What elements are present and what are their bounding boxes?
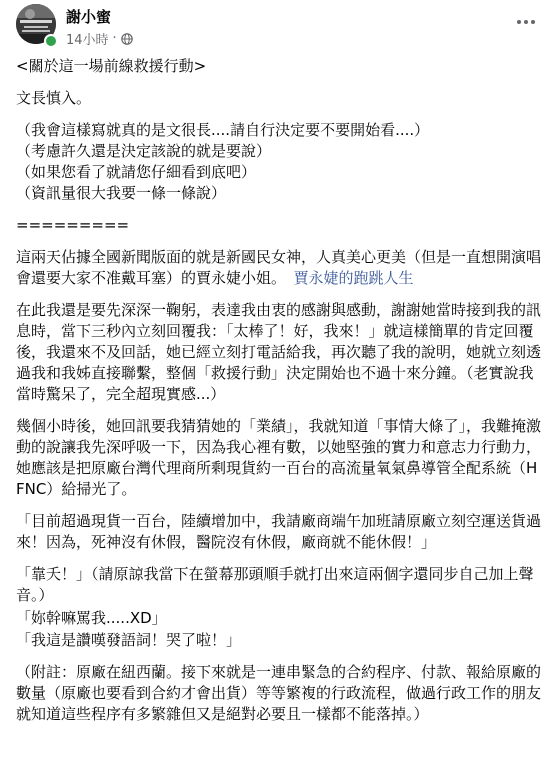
post-paragraph-title: <關於這一場前線救援行動> (16, 57, 207, 75)
post-body (16, 56, 542, 736)
post-paragraph-thanks: 在此我還是要先深深一鞠躬，表達我由衷的感謝與感動，謝謝她當時接到我的訊息時，當下三秒內立刻回覆我：「太棒了！好，我來！」就這樣簡單的肯定回覆後，我還來不及回話，她已經立刻打電話給我，再次聽了我的說明，她就立刻透過我和我姊直接聯繫，整個「救援行動」決定開始也不過十來分鐘。（老實說我當時驚呆了，完全超現實感...） (16, 301, 542, 403)
post-timestamp[interactable]: 14小時 (66, 33, 109, 48)
post-paragraph-intro (16, 247, 542, 289)
post-options-button[interactable] (510, 6, 542, 38)
post-paragraph-reply: 「妳幹嘛罵我.....XD」 (16, 609, 167, 627)
post-paragraph-warning: 文長慎入。 (16, 89, 92, 107)
post-header (0, 0, 556, 56)
intro-text: 這兩天佔據全國新聞版面的就是新國民女神，人真美心更美（但是一直想開演唱會還要大家不准戴耳塞）的賈永婕小姐。 (16, 248, 542, 287)
hashtag-link[interactable]: 賈永婕的跑跳人生 (293, 269, 414, 287)
author-name[interactable]: 謝小蜜 (66, 8, 112, 26)
post-meta (66, 29, 133, 48)
post-paragraph-divider: ========= (16, 216, 130, 234)
post-paragraph-notes: （我會這樣寫就真的是文很長....請自行決定要不要開始看....） （考慮許久還是決定該說的就是要說） （如果您看了就請您仔細看到底吧） （資訊量很大我要一條一條說） (16, 121, 430, 202)
globe-icon[interactable] (121, 33, 133, 45)
more-horizontal-icon (517, 20, 535, 24)
meta-separator: · (112, 31, 117, 46)
post-paragraph-exclaim: 「靠夭！」（請原諒我當下在螢幕那頭順手就打出來這兩個字還同步自己加上聲音。） (16, 565, 534, 604)
post-paragraph-quote: 「目前超過現貨一百台，陸續增加中，我請廠商端午加班請原廠立刻空運送貨過來！因為，死神沒有休假，醫院沒有休假，廠商就不能休假！」 (16, 512, 542, 551)
post-paragraph-result: 幾個小時後，她回訊要我猜猜她的「業績」，我就知道「事情大條了」，我難掩激動的說讓我先深呼吸一下，因為我心裡有數，以她堅強的實力和意志力行動力，她應該是把原廠台灣代理商所剩現貨約一百台的高流量氧氣鼻導管全配系統（HFNC）給掃光了。 (16, 417, 542, 498)
post-paragraph-footnote: （附註：原廠在紐西蘭。接下來就是一連串緊急的合約程序、付款、報給原廠的數量（原廠也要看到合約才會出貨）等等繁複的行政流程，做過行政工作的朋友就知道這些程序有多繁雜但又是絕對必要且一樣都不能落掉。） (16, 663, 542, 723)
post-paragraph-praise: 「我這是讚嘆發語詞！哭了啦！」 (16, 631, 242, 649)
online-status-dot (44, 34, 58, 48)
